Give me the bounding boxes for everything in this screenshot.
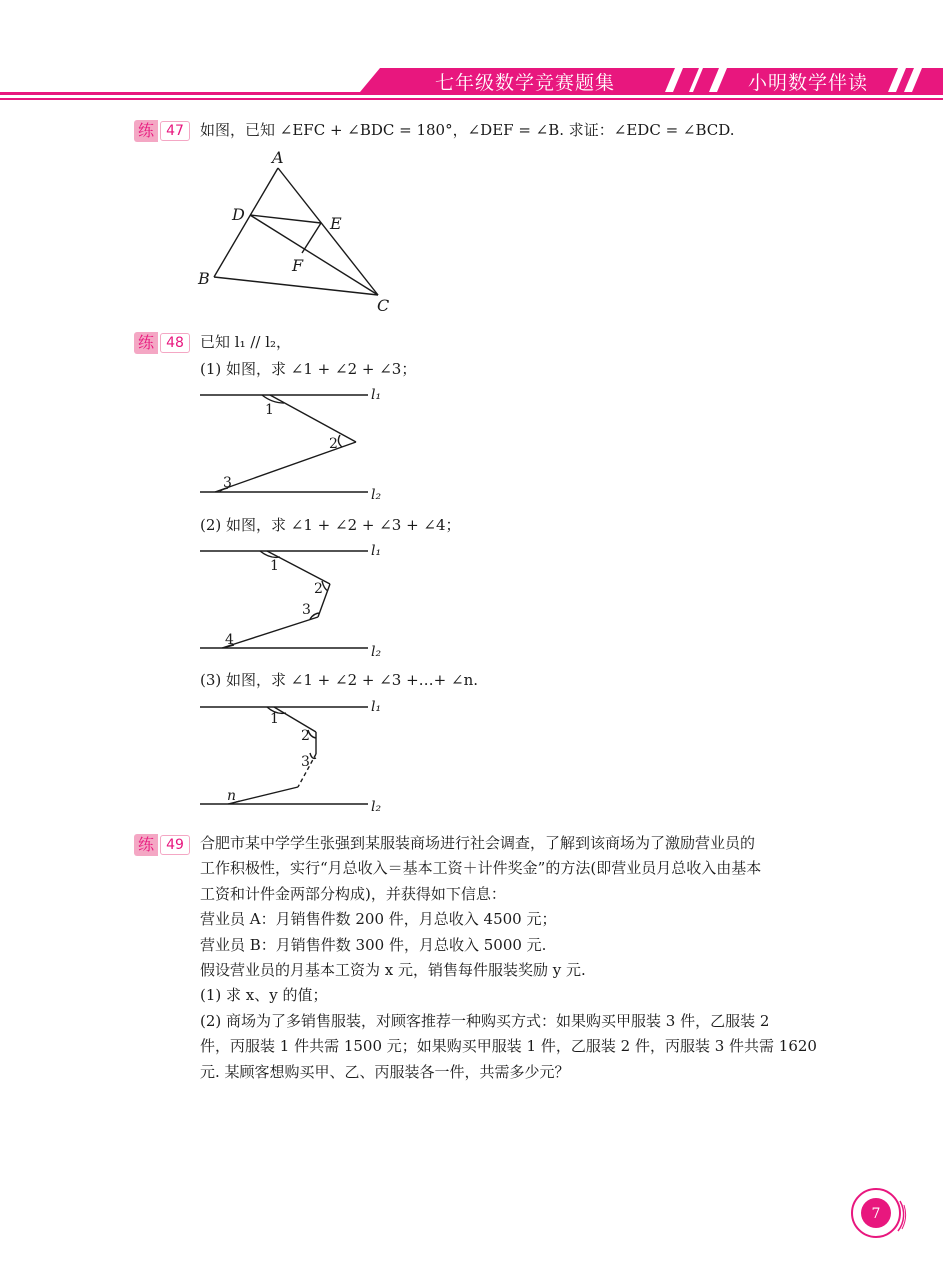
badge-number: 47 [160,121,190,141]
parallel-figure-1 [190,380,400,505]
triangle-figure [190,145,410,320]
angle-1-label: 1 [270,558,279,574]
problem-statement: 如图，已知 ∠EFC + ∠BDC = 180°，∠DEF = ∠B. 求证：∠EDC = ∠BCD. [200,121,735,139]
angle-2-label: 2 [314,581,323,597]
problem-49-text [200,831,820,1085]
angle-1-label: 1 [265,402,274,418]
badge-label: 练 [134,834,158,856]
page-number-ring [848,1185,908,1245]
line-l2-label: l₂ [371,644,382,660]
label-a: A [272,148,284,167]
line-l2-label: l₂ [371,799,382,815]
problem-badge [134,120,190,142]
label-b: B [198,269,210,288]
text-line: (2) 商场为了多销售服装，对顾客推荐一种购买方式：如果购买甲服装 3 件，乙服装 2 [200,1011,770,1030]
label-d: D [232,205,245,224]
text-line: 件，丙服装 1 件共需 1500 元；如果购买甲服装 1 件，乙服装 2 件，丙服装 3 件共需 1620 [200,1037,817,1056]
problem-badge [134,332,190,354]
text-line: 工作积极性，实行“月总收入＝基本工资＋计件奖金”的方法(即营业员月总收入由基本 [200,859,762,878]
text-line: 营业员 B：月销售件数 300 件，月总收入 5000 元. [200,935,547,954]
part-3-question: (3) 如图，求 ∠1 + ∠2 + ∠3 +…+ ∠n. [200,671,478,689]
text-line: (1) 求 x、y 的值； [200,986,328,1005]
part-1-question: (1) 如图，求 ∠1 + ∠2 + ∠3； [200,360,417,378]
book-title: 七年级数学竞赛题集 [434,72,615,94]
parallel-figure-3 [190,692,400,817]
label-e: E [330,214,342,233]
label-f: F [292,256,304,275]
badge-number: 49 [160,835,190,855]
text-line: 合肥市某中学学生张强到某服装商场进行社会调查，了解到该商场为了激励营业员的 [200,834,756,852]
text-line: 元. 某顾客想购买甲、乙、丙服装各一件，共需多少元？ [200,1062,570,1081]
angle-1-label: 1 [270,711,279,727]
part-2-question: (2) 如图，求 ∠1 + ∠2 + ∠3 + ∠4； [200,516,461,534]
parallel-figure-2 [190,537,400,662]
problem-badge [134,834,190,856]
text-line: 工资和计件金两部分构成)，并获得如下信息： [200,884,506,903]
line-l1-label: l₁ [371,543,382,559]
badge-label: 练 [134,120,158,142]
angle-3-label: 3 [302,602,311,618]
angle-2-label: 2 [301,728,310,744]
badge-number: 48 [160,333,190,353]
angle-3-label: 3 [301,754,310,770]
badge-label: 练 [134,332,158,354]
angle-4-label: 4 [225,632,234,648]
page-header [0,0,943,110]
angle-3-label: 3 [223,475,232,491]
page-number-badge [848,1185,908,1245]
text-line: 假设营业员的月基本工资为 x 元，销售每件服装奖励 y 元. [200,961,586,980]
angle-2-label: 2 [329,436,338,452]
page-number: 7 [871,1206,881,1222]
line-l1-label: l₁ [371,699,382,715]
text-line: 营业员 A：月销售件数 200 件，月总收入 4500 元； [200,910,557,929]
series-brand: 小明数学伴读 [747,72,868,94]
angle-n-label: n [227,788,237,804]
label-c: C [377,296,390,315]
line-l2-label: l₂ [371,487,382,503]
problem-statement: 已知 l₁ // l₂， [200,333,292,351]
line-l1-label: l₁ [371,387,382,403]
